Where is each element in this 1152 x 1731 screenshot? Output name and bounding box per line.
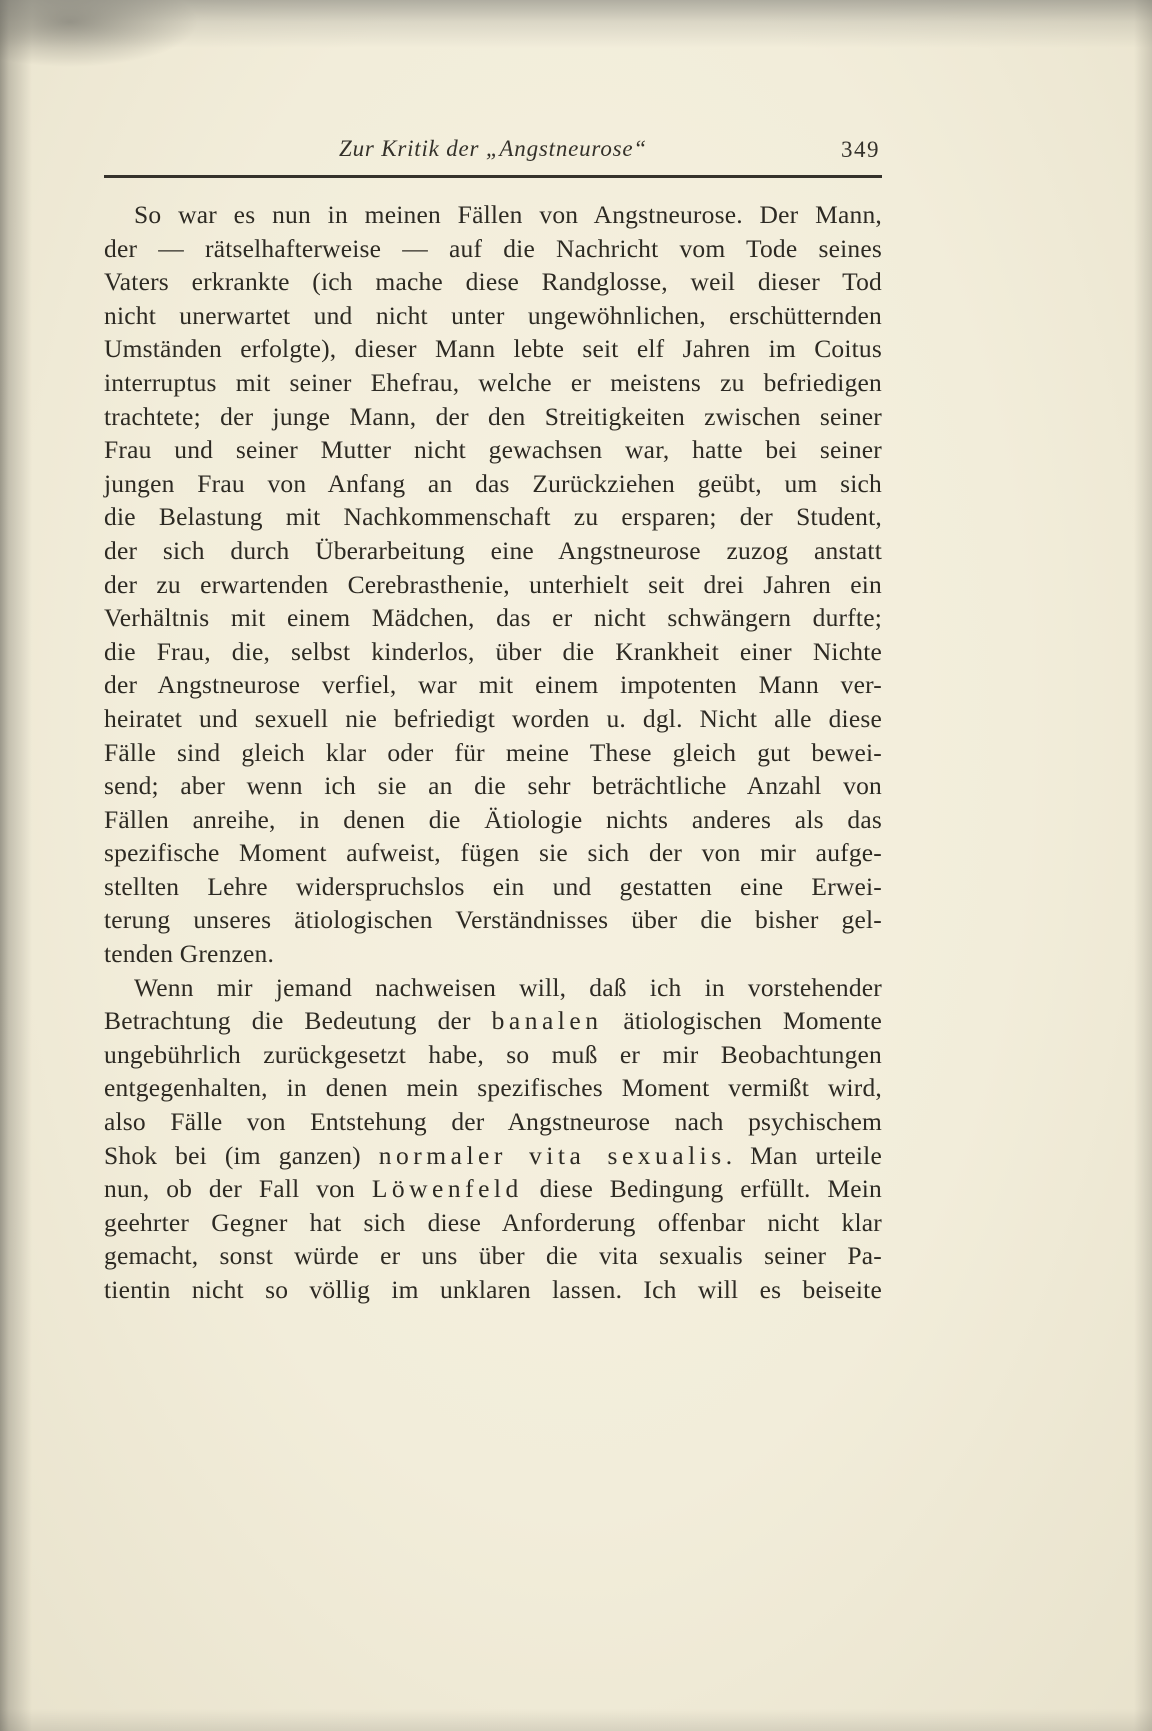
text-segment: der sich durch Überarbeitung eine Angstneurose zuzog anstatt (104, 535, 882, 565)
text-segment: So war es nun in meinen Fällen von Angstneurose. Der Mann, (134, 200, 882, 229)
text-line (104, 467, 882, 501)
text-line (104, 1004, 882, 1038)
text-line (104, 232, 882, 266)
text-segment: spezifische Moment aufweist, fügen sie sich der von mir aufge- (104, 838, 882, 868)
text-line (104, 500, 882, 534)
text-segment: ätiologischen Momente (602, 1006, 882, 1036)
paragraph (104, 971, 882, 1307)
letterspaced-text: Löwenfeld (371, 1174, 523, 1204)
text-line (104, 736, 882, 770)
text-segment: Fälle sind gleich klar oder für meine These gleich gut bewei- (104, 737, 882, 767)
letterspaced-text: banalen (491, 1006, 603, 1036)
text-line (104, 903, 882, 937)
text-segment: send; aber wenn ich sie an die sehr beträchtliche Anzahl von (104, 771, 882, 801)
text-segment: terung unseres ätiologischen Verständnisses über die bisher gel- (104, 905, 882, 935)
text-line (104, 971, 882, 1005)
text-segment: jungen Frau von Anfang an das Zurückziehen geübt, um sich (104, 468, 882, 498)
text-segment: ungebührlich zurückgesetzt habe, so muß er mir Beobachtungen (104, 1039, 882, 1069)
text-line (104, 534, 882, 568)
text-segment: tenden Grenzen. (104, 939, 275, 969)
text-line (104, 1071, 882, 1105)
letterspaced-text: normaler vita sexualis (378, 1140, 726, 1170)
page-number: 349 (841, 137, 880, 162)
text-line (104, 836, 882, 870)
text-segment: heiratet und sexuell nie befriedigt worden u. dgl. Nicht alle diese (104, 703, 882, 733)
text-line (104, 400, 882, 434)
text-line (104, 1206, 882, 1240)
running-title: Zur Kritik der „Angstneurose“ (339, 136, 647, 161)
text-segment: Wenn mir jemand nachweisen will, daß ich in vorstehender (134, 972, 882, 1002)
text-line (104, 1239, 882, 1273)
text-segment: stellten Lehre widerspruchslos ein und gestatten eine Erwei- (104, 871, 882, 901)
text-segment: Vaters erkrankte (ich mache diese Randglosse, weil dieser Tod (104, 267, 882, 297)
text-segment: interruptus mit seiner Ehefrau, welche er meistens zu befriedigen (104, 367, 882, 397)
text-line (104, 299, 882, 333)
text-segment: Umständen erfolgte), dieser Mann lebte seit elf Jahren im Coitus (104, 334, 882, 364)
text-segment: Shok bei (im ganzen) (104, 1140, 379, 1170)
text-segment: der zu erwartenden Cerebrasthenie, unterhielt seit drei Jahren ein (104, 569, 882, 599)
text-line (104, 601, 882, 635)
text-segment: tientin nicht so völlig im unklaren lassen. Ich will es beiseite (104, 1275, 882, 1304)
text-segment: der Angstneurose verfiel, war mit einem impotenten Mann ver- (104, 670, 882, 700)
text-line (104, 198, 882, 232)
text-line (104, 1172, 882, 1206)
text-line (104, 1105, 882, 1139)
text-segment: entgegenhalten, in denen mein spezifisches Moment vermißt wird, (104, 1073, 882, 1103)
text-line (104, 568, 882, 602)
text-line (104, 803, 882, 837)
text-segment: diese Bedingung erfüllt. Mein (522, 1174, 882, 1204)
text-segment: geehrter Gegner hat sich diese Anforderung offenbar nicht klar (104, 1207, 882, 1237)
text-segment: die Frau, die, selbst kinderlos, über die Krankheit einer Nichte (104, 636, 882, 666)
text-segment: nun, ob der Fall von (104, 1174, 372, 1204)
header-rule (104, 175, 882, 178)
text-segment: Betrachtung die Bedeutung der (104, 1006, 492, 1036)
text-segment: . Man urteile (725, 1140, 882, 1170)
text-line (104, 1139, 882, 1173)
text-line (104, 332, 882, 366)
text-block (104, 198, 882, 1307)
text-segment: Frau und seiner Mutter nicht gewachsen war, hatte bei seiner (104, 435, 882, 465)
text-line (104, 265, 882, 299)
content-area (104, 136, 882, 1307)
text-segment: trachtete; der junge Mann, der den Streitigkeiten zwischen seiner (104, 401, 882, 431)
text-line (104, 1038, 882, 1072)
text-line (104, 870, 882, 904)
text-segment: die Belastung mit Nachkommenschaft zu ersparen; der Student, (104, 502, 882, 532)
text-line (104, 668, 882, 702)
text-segment: nicht unerwartet und nicht unter ungewöhnlichen, erschütternden (104, 300, 882, 330)
text-segment: gemacht, sonst würde er uns über die vita sexualis seiner Pa- (104, 1241, 882, 1271)
page-header (104, 136, 882, 168)
text-segment: also Fälle von Entstehung der Angstneurose nach psychischem (104, 1107, 882, 1137)
paragraph (104, 198, 882, 971)
text-line (104, 635, 882, 669)
text-line (104, 702, 882, 736)
text-line (104, 366, 882, 400)
text-segment: Verhältnis mit einem Mädchen, das er nicht schwängern durfte; (104, 603, 882, 633)
text-segment: Fällen anreihe, in denen die Ätiologie nichts anderes als das (104, 804, 882, 834)
text-line (104, 433, 882, 467)
text-segment: der — rätselhafterweise — auf die Nachricht vom Tode seines (104, 233, 882, 263)
text-line (104, 937, 882, 971)
text-line (104, 1273, 882, 1307)
text-line (104, 769, 882, 803)
